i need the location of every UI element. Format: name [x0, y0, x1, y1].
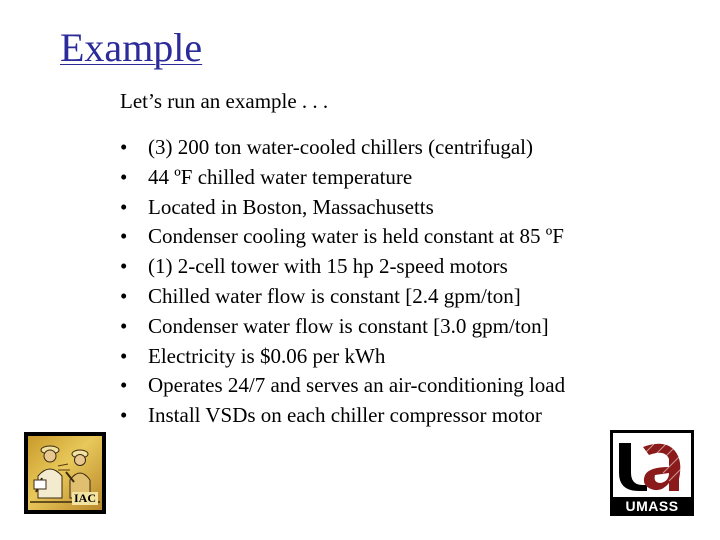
- bullet-icon: •: [120, 224, 128, 249]
- iac-logo: [24, 432, 106, 514]
- bullet-text: Electricity is $0.06 per kWh: [148, 343, 386, 368]
- bullet-icon: •: [120, 343, 128, 368]
- bullet-icon: •: [120, 313, 128, 338]
- bullet-text: Chilled water flow is constant [2.4 gpm/ton]: [148, 283, 521, 308]
- umass-logo-emblem: [613, 433, 691, 497]
- bullet-text: (3) 200 ton water-cooled chillers (centrifugal): [148, 135, 534, 159]
- iac-logo-text: IAC: [74, 491, 97, 505]
- intro-text: Let’s run an example . . .: [120, 89, 329, 113]
- bullet-icon: •: [120, 373, 128, 398]
- bullet-icon: •: [120, 254, 128, 279]
- iac-logo-artwork: [28, 436, 102, 510]
- bullet-text: Condenser cooling water is held constant at 85 ºF: [148, 224, 564, 249]
- bullet-text: Operates 24/7 and serves an air-conditioning load: [148, 373, 566, 398]
- bullet-icon: •: [120, 135, 128, 159]
- bullet-icon: •: [120, 194, 128, 219]
- bullet-text: 44 ºF chilled water temperature: [148, 164, 413, 189]
- bullet-icon: •: [120, 283, 128, 308]
- bullet-icon: •: [120, 403, 128, 428]
- umass-monogram-icon: [613, 433, 691, 497]
- slide-title: Example: [60, 25, 203, 70]
- umass-logo: [610, 430, 694, 516]
- umass-logo-text: UMASS: [625, 498, 679, 514]
- bullet-text: (1) 2-cell tower with 15 hp 2-speed motors: [148, 254, 508, 279]
- bullet-icon: •: [120, 164, 128, 189]
- bullet-text: Located in Boston, Massachusetts: [148, 194, 434, 219]
- bullet-text: Install VSDs on each chiller compressor motor: [148, 403, 542, 428]
- bullet-text: Condenser water flow is constant [3.0 gpm/ton]: [148, 313, 549, 338]
